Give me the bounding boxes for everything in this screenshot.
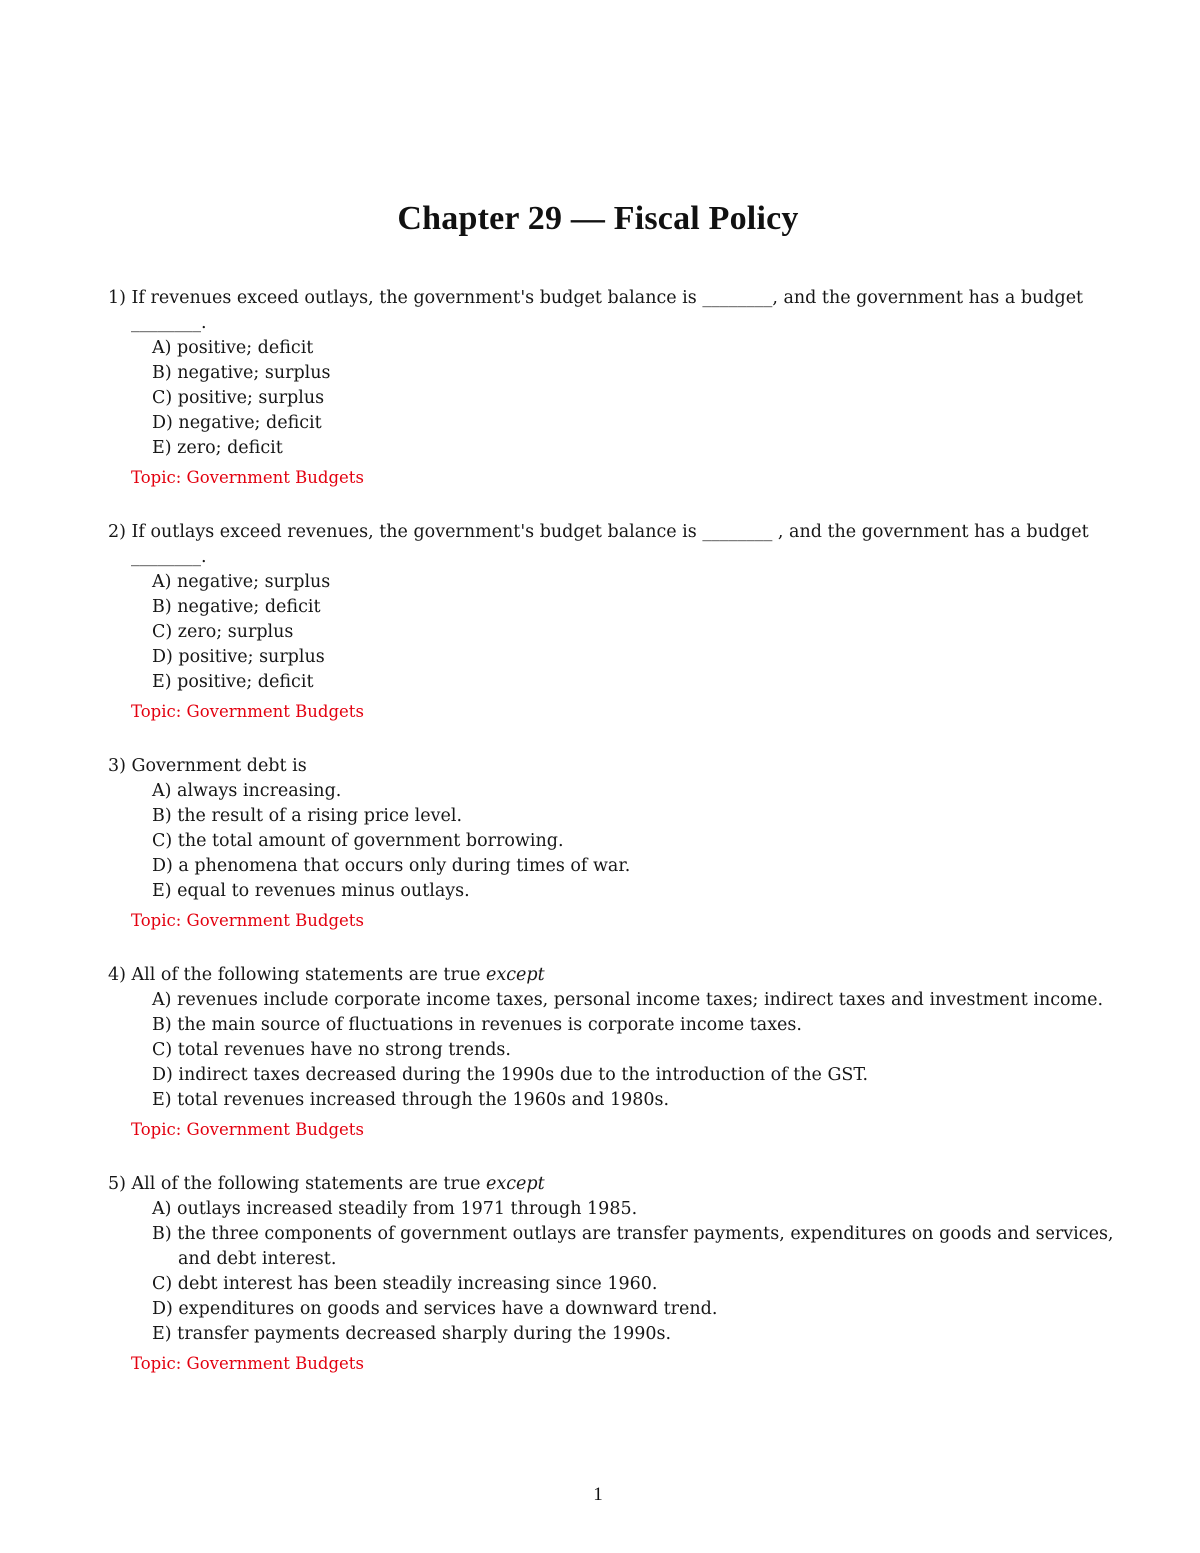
choice-b: B) the main source of fluctuations in revenues is corporate income taxes. xyxy=(152,1015,802,1035)
question-stem xyxy=(108,286,1118,336)
question-stem-emphasis: except xyxy=(486,965,545,985)
question-3 xyxy=(108,754,1118,933)
answer-choices xyxy=(108,1197,1118,1347)
topic-label: Topic: Government Budgets xyxy=(131,702,364,721)
question-stem xyxy=(108,1172,1118,1197)
page-number: 1 xyxy=(593,1484,603,1505)
choice-a: A) always increasing. xyxy=(152,781,342,801)
answer-choices xyxy=(108,336,1118,461)
question-4 xyxy=(108,963,1118,1142)
choice-a: A) negative; surplus xyxy=(152,572,331,592)
question-stem-emphasis: except xyxy=(486,1174,545,1194)
choice-d: D) expenditures on goods and services have a downward trend. xyxy=(152,1299,718,1319)
answer-choices xyxy=(108,779,1118,904)
choice-a: A) outlays increased steadily from 1971 through 1985. xyxy=(152,1199,638,1219)
choice-b: B) the three components of government outlays are transfer payments, expenditures on goods and services, and debt interest. xyxy=(152,1224,1114,1269)
choice-e: E) total revenues increased through the 1960s and 1980s. xyxy=(152,1090,670,1110)
choice-c: C) positive; surplus xyxy=(152,388,325,408)
answer-choices xyxy=(108,570,1118,695)
choice-e: E) equal to revenues minus outlays. xyxy=(152,881,470,901)
choice-a: A) revenues include corporate income taxes, personal income taxes; indirect taxes and investment income. xyxy=(152,990,1104,1010)
choice-e: E) transfer payments decreased sharply during the 1990s. xyxy=(152,1324,672,1344)
question-stem-text: 2) If outlays exceed revenues, the government's budget balance is ________ , and the government has a budget ________. xyxy=(108,522,1089,567)
question-stem-text: 1) If revenues exceed outlays, the government's budget balance is ________, and the government has a budget ________. xyxy=(108,288,1084,333)
question-5 xyxy=(108,1172,1118,1376)
question-stem xyxy=(108,754,1118,779)
choice-d: D) positive; surplus xyxy=(152,647,325,667)
topic-label: Topic: Government Budgets xyxy=(131,1354,364,1373)
choice-b: B) negative; deficit xyxy=(152,597,321,617)
choice-d: D) indirect taxes decreased during the 1990s due to the introduction of the GST. xyxy=(152,1065,869,1085)
topic-label: Topic: Government Budgets xyxy=(131,468,364,487)
choice-c: C) total revenues have no strong trends. xyxy=(152,1040,511,1060)
question-stem-text: 3) Government debt is xyxy=(108,756,307,776)
question-stem-text: 5) All of the following statements are true xyxy=(108,1174,481,1194)
choice-e: E) zero; deficit xyxy=(152,438,283,458)
question-2 xyxy=(108,520,1118,724)
choice-a: A) positive; deficit xyxy=(152,338,314,358)
topic-label: Topic: Government Budgets xyxy=(131,911,364,930)
page-title: Chapter 29 — Fiscal Policy xyxy=(397,200,799,237)
choice-c: C) the total amount of government borrowing. xyxy=(152,831,564,851)
question-1 xyxy=(108,286,1118,490)
choice-d: D) negative; deficit xyxy=(152,413,322,433)
answer-choices xyxy=(108,988,1118,1113)
question-stem-text: 4) All of the following statements are true xyxy=(108,965,481,985)
choice-c: C) zero; surplus xyxy=(152,622,294,642)
choice-b: B) the result of a rising price level. xyxy=(152,806,463,826)
question-stem xyxy=(108,963,1118,988)
choice-e: E) positive; deficit xyxy=(152,672,314,692)
choice-d: D) a phenomena that occurs only during times of war. xyxy=(152,856,631,876)
choice-c: C) debt interest has been steadily increasing since 1960. xyxy=(152,1274,658,1294)
topic-label: Topic: Government Budgets xyxy=(131,1120,364,1139)
question-stem xyxy=(108,520,1118,570)
choice-b: B) negative; surplus xyxy=(152,363,331,383)
